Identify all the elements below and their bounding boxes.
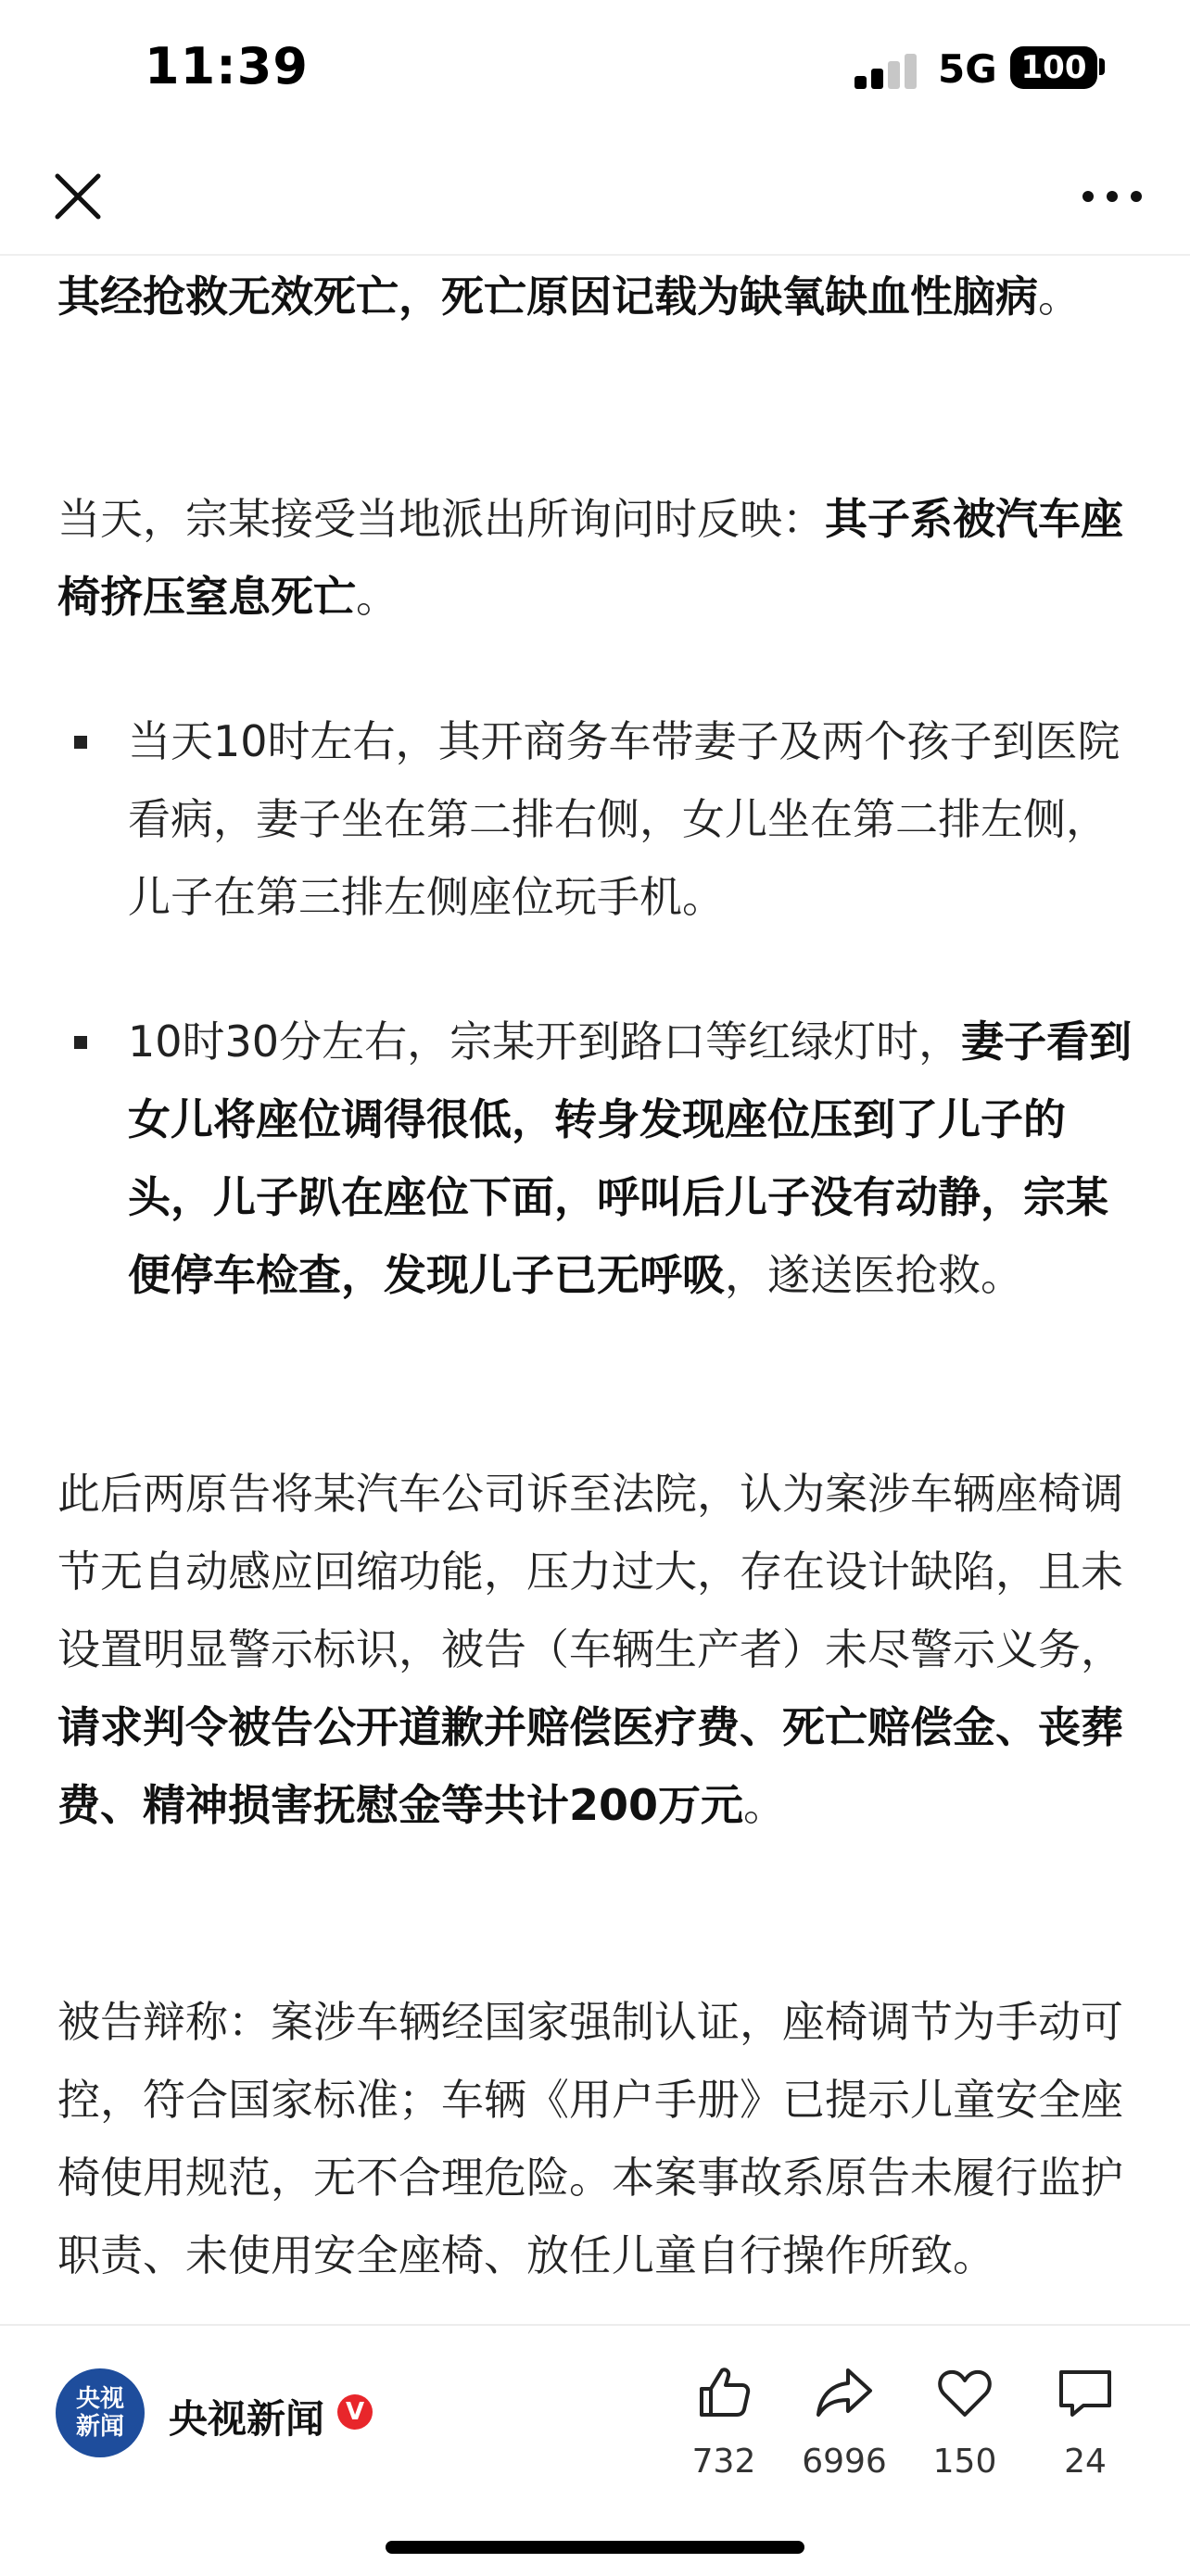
more-options-button[interactable] <box>1075 176 1149 217</box>
status-bar <box>0 0 1190 139</box>
share-arrow-icon <box>815 2363 874 2422</box>
article-paragraph-3 <box>57 1455 1133 1844</box>
article-paragraph-1 <box>57 258 1133 335</box>
bullet-icon <box>74 1036 87 1049</box>
avatar-text-line-1: 央视 <box>75 2385 124 2413</box>
network-type: 5G <box>938 46 997 92</box>
paragraph-1-tail: 。 <box>1038 271 1081 322</box>
paragraph-3-text: 此后两原告将某汽车公司诉至法院，认为案涉车辆座椅调节无自动感应回缩功能，压力过大，存在设计缺陷，且未设置明显警示标识，被告（车辆生产者）未尽警示义务， <box>57 1469 1123 1674</box>
more-dots-icon <box>1075 176 1149 217</box>
paragraph-1-bold: 其经抢救无效死亡，死亡原因记载为缺氧缺血性脑病 <box>57 271 1038 322</box>
favorite-button[interactable] <box>905 2363 1025 2483</box>
paragraph-2-tail: 。 <box>356 572 399 622</box>
bottom-action-bar <box>0 2324 1190 2576</box>
battery-icon <box>1010 46 1097 89</box>
comment-button[interactable] <box>1025 2363 1146 2483</box>
battery-tip <box>1099 58 1105 75</box>
bullet-2-text <box>128 1003 1133 1314</box>
close-icon <box>48 167 108 226</box>
favorite-count: 150 <box>932 2443 997 2481</box>
like-count: 732 <box>691 2443 756 2481</box>
home-indicator <box>386 2541 804 2554</box>
article-paragraph-4: 被告辩称：案涉车辆经国家强制认证，座椅调节为手动可控，符合国家标准；车辆《用户手册》已提示儿童安全座椅使用规范，无不合理危险。本案事故系原告未履行监护职责、未使用安全座椅、放任儿童自行操作所致。 <box>57 1997 1123 2280</box>
avatar-text-line-2: 新闻 <box>75 2413 124 2441</box>
share-count: 6996 <box>802 2443 887 2481</box>
share-button[interactable] <box>784 2363 905 2483</box>
battery-level: 100 <box>1020 49 1087 86</box>
paragraph-2-text: 当天，宗某接受当地派出所询问时反映： <box>57 494 825 544</box>
author-avatar[interactable] <box>56 2368 145 2457</box>
thumbs-up-icon <box>694 2363 753 2422</box>
heart-icon <box>935 2363 994 2422</box>
paragraph-2-bold: 其子系被汽车座椅挤压窒息死亡 <box>57 494 1123 622</box>
close-button[interactable] <box>48 167 108 226</box>
bullet-1-text: 当天10时左右，其开商务车带妻子及两个孩子到医院看病，妻子坐在第二排右侧，女儿坐在第二排左侧，儿子在第三排左侧座位玩手机。 <box>128 716 1120 922</box>
verified-badge-icon: V <box>337 2394 373 2430</box>
bullet-2-bold: 妻子看到女儿将座位调得很低，转身发现座位压到了儿子的头，儿子趴在座位下面，呼叫后儿子没有动静，宗某便停车检查，发现儿子已无呼吸 <box>128 1017 1133 1300</box>
author-name[interactable]: 央视新闻 <box>169 2396 325 2442</box>
bullet-2-tail: ，遂送医抢救。 <box>725 1250 1023 1300</box>
bullet-icon <box>74 736 87 749</box>
cellular-signal-icon <box>855 52 918 89</box>
comment-bubble-icon <box>1056 2363 1115 2422</box>
bullet-2-normal: 10时30分左右，宗某开到路口等红绿灯时， <box>128 1017 962 1067</box>
like-button[interactable] <box>664 2363 784 2483</box>
article-body <box>0 256 1190 2326</box>
status-time: 11:39 <box>145 37 309 95</box>
comment-count: 24 <box>1064 2443 1107 2481</box>
article-paragraph-2 <box>57 480 1133 636</box>
paragraph-3-bold: 请求判令被告公开道歉并赔偿医疗费、死亡赔偿金、丧葬费、精神损害抚慰金等共计200万元 <box>57 1702 1123 1830</box>
paragraph-3-tail: 。 <box>743 1780 787 1830</box>
nav-bar <box>0 139 1190 256</box>
